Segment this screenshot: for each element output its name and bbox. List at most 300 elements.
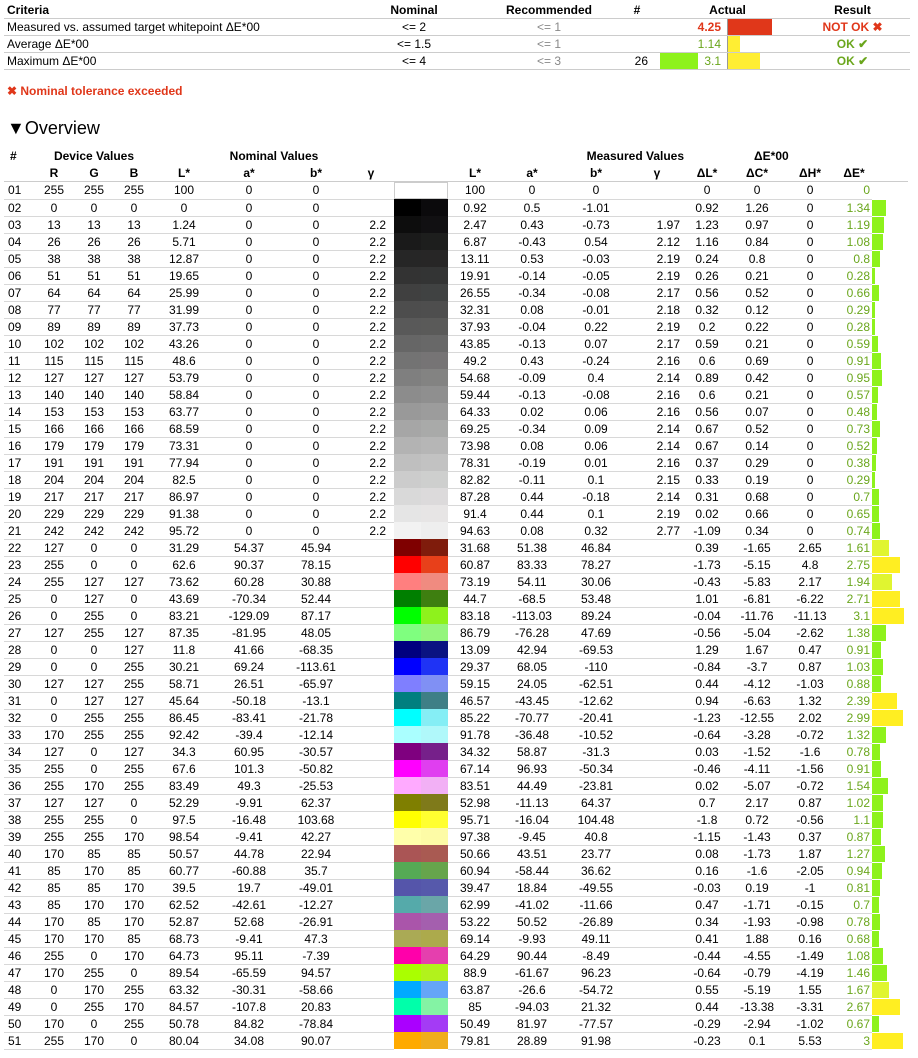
delta-e: 1.02	[836, 794, 872, 811]
overview-heading[interactable]	[7, 118, 100, 139]
delta-l: 0.39	[684, 539, 730, 556]
nominal-l: 86.45	[154, 709, 214, 726]
delta-h: 0	[784, 233, 836, 250]
patch-swatch	[394, 913, 448, 930]
nominal-gamma	[348, 947, 394, 964]
nominal-l: 87.35	[154, 624, 214, 641]
nominal-a: -83.41	[214, 709, 284, 726]
patch-row	[4, 369, 908, 386]
patch-row	[4, 590, 908, 607]
device-r: 170	[34, 964, 74, 981]
delta-e: 2.71	[836, 590, 872, 607]
delta-l: -1.15	[684, 828, 730, 845]
measured-a: -11.13	[502, 794, 562, 811]
nominal-l: 37.73	[154, 318, 214, 335]
measured-b: 30.06	[562, 573, 630, 590]
nominal-b: -12.27	[284, 896, 348, 913]
nominal-gamma: 2.2	[348, 250, 394, 267]
measured-l: 62.99	[448, 896, 502, 913]
sub-header-measured-b: b*	[562, 164, 630, 182]
nominal-gamma: 2.2	[348, 267, 394, 284]
delta-l: -1.8	[684, 811, 730, 828]
sub-header-swatch	[394, 164, 448, 182]
nominal-b: 0	[284, 386, 348, 403]
nominal-b: 94.57	[284, 964, 348, 981]
device-r: 127	[34, 539, 74, 556]
measured-color-swatch	[421, 930, 448, 947]
device-b: 77	[114, 301, 154, 318]
delta-h: 0	[784, 199, 836, 216]
patch-swatch	[394, 709, 448, 726]
nominal-a: 0	[214, 318, 284, 335]
nominal-gamma	[348, 1015, 394, 1032]
delta-e: 0.78	[836, 913, 872, 930]
nominal-l: 12.87	[154, 250, 214, 267]
col-header-nominal-values: Nominal Values	[229, 148, 319, 163]
delta-e-bar	[872, 591, 900, 607]
patch-number: 13	[4, 386, 34, 403]
delta-h: 0	[784, 301, 836, 318]
patch-number: 19	[4, 488, 34, 505]
device-b: 204	[114, 471, 154, 488]
nominal-l: 82.5	[154, 471, 214, 488]
criteria-header-criteria: Criteria	[4, 2, 344, 19]
criteria-name: Measured vs. assumed target whitepoint ΔE*00	[4, 19, 344, 36]
device-b: 38	[114, 250, 154, 267]
delta-c: -3.7	[730, 658, 784, 675]
measured-l: 2.47	[448, 216, 502, 233]
collapse-triangle-icon[interactable]: ▼	[7, 118, 25, 138]
delta-h: 2.65	[784, 539, 836, 556]
nominal-l: 86.97	[154, 488, 214, 505]
measured-a: 28.89	[502, 1032, 562, 1049]
device-g: 170	[74, 777, 114, 794]
delta-c: 0.21	[730, 335, 784, 352]
measured-a: -0.11	[502, 471, 562, 488]
device-g: 255	[74, 726, 114, 743]
measured-color-swatch	[421, 998, 448, 1015]
measured-b: -20.41	[562, 709, 630, 726]
delta-h: 0	[784, 182, 836, 200]
measured-a: -0.09	[502, 369, 562, 386]
device-r: 26	[34, 233, 74, 250]
device-r: 255	[34, 828, 74, 845]
sub-header-delta-e: ΔE*	[836, 164, 872, 182]
nominal-color-swatch	[394, 624, 421, 641]
nominal-gamma: 2.2	[348, 522, 394, 539]
patch-row	[4, 233, 908, 250]
delta-e-bar-cell	[872, 573, 908, 590]
delta-e-bar-cell	[872, 641, 908, 658]
measured-l: 31.68	[448, 539, 502, 556]
nominal-color-swatch	[394, 777, 421, 794]
nominal-b: 0	[284, 301, 348, 318]
patch-swatch	[394, 947, 448, 964]
delta-e-bar	[872, 982, 889, 998]
measured-l: 73.98	[448, 437, 502, 454]
patch-number: 26	[4, 607, 34, 624]
device-r: 0	[34, 199, 74, 216]
measured-a: 44.49	[502, 777, 562, 794]
measured-b: -77.57	[562, 1015, 630, 1032]
nominal-color-swatch	[394, 675, 421, 692]
measured-color-swatch	[421, 233, 448, 250]
measured-gamma: 1.97	[630, 216, 684, 233]
device-g: 85	[74, 845, 114, 862]
delta-l: 0.67	[684, 437, 730, 454]
patch-row	[4, 811, 908, 828]
delta-c: -6.63	[730, 692, 784, 709]
measured-gamma: 2.14	[630, 420, 684, 437]
delta-e-bar-cell	[872, 250, 908, 267]
measured-gamma: 2.19	[630, 318, 684, 335]
patch-number: 44	[4, 913, 34, 930]
measured-l: 26.55	[448, 284, 502, 301]
nominal-l: 52.29	[154, 794, 214, 811]
device-r: 127	[34, 794, 74, 811]
delta-e-bar	[872, 506, 879, 522]
nominal-color-swatch	[394, 981, 421, 998]
measured-a: -70.77	[502, 709, 562, 726]
nominal-b: 78.15	[284, 556, 348, 573]
device-r: 255	[34, 556, 74, 573]
patch-row	[4, 420, 908, 437]
nominal-gamma: 2.2	[348, 471, 394, 488]
patch-swatch	[394, 335, 448, 352]
patch-row	[4, 607, 908, 624]
device-r: 255	[34, 182, 74, 200]
criteria-recommended: <= 1	[484, 36, 614, 53]
nominal-a: -42.61	[214, 896, 284, 913]
device-b: 166	[114, 420, 154, 437]
measured-gamma: 2.14	[630, 488, 684, 505]
nominal-b: -78.84	[284, 1015, 348, 1032]
delta-h: 0	[784, 352, 836, 369]
device-b: 255	[114, 760, 154, 777]
nominal-color-swatch	[394, 828, 421, 845]
device-g: 217	[74, 488, 114, 505]
device-b: 127	[114, 624, 154, 641]
measured-gamma	[630, 539, 684, 556]
device-r: 0	[34, 692, 74, 709]
nominal-a: -65.59	[214, 964, 284, 981]
device-g: 170	[74, 862, 114, 879]
device-r: 255	[34, 760, 74, 777]
device-r: 51	[34, 267, 74, 284]
delta-c: -4.11	[730, 760, 784, 777]
measured-b: 0.06	[562, 403, 630, 420]
measured-gamma	[630, 658, 684, 675]
nominal-l: 5.71	[154, 233, 214, 250]
measured-color-swatch	[421, 1015, 448, 1032]
nominal-l: 68.73	[154, 930, 214, 947]
device-b: 170	[114, 828, 154, 845]
device-g: 0	[74, 658, 114, 675]
nominal-b: 0	[284, 420, 348, 437]
patch-row	[4, 403, 908, 420]
nominal-l: 92.42	[154, 726, 214, 743]
delta-e: 2.67	[836, 998, 872, 1015]
delta-e-bar-cell	[872, 556, 908, 573]
delta-e-bar	[872, 353, 881, 369]
measured-l: 85	[448, 998, 502, 1015]
criteria-header-result: Result	[795, 2, 910, 19]
nominal-l: 0	[154, 199, 214, 216]
delta-e: 0.91	[836, 760, 872, 777]
measured-gamma: 2.17	[630, 335, 684, 352]
nominal-gamma	[348, 182, 394, 200]
measured-a: -16.04	[502, 811, 562, 828]
criteria-bar-cell	[725, 19, 795, 36]
delta-e-bar-cell	[872, 590, 908, 607]
criteria-table	[4, 2, 910, 70]
delta-e: 0.38	[836, 454, 872, 471]
delta-h: 0.37	[784, 828, 836, 845]
delta-e-bar-cell	[872, 437, 908, 454]
measured-l: 52.98	[448, 794, 502, 811]
nominal-color-swatch	[394, 352, 421, 369]
patch-swatch	[394, 930, 448, 947]
nominal-a: 84.82	[214, 1015, 284, 1032]
measured-l: 50.49	[448, 1015, 502, 1032]
delta-h: -0.72	[784, 726, 836, 743]
patch-row	[4, 573, 908, 590]
nominal-l: 52.87	[154, 913, 214, 930]
nominal-a: 0	[214, 403, 284, 420]
delta-e: 0.81	[836, 879, 872, 896]
delta-e: 1.08	[836, 233, 872, 250]
measured-color-swatch	[421, 505, 448, 522]
device-b: 255	[114, 709, 154, 726]
criteria-header-actual: Actual	[660, 2, 795, 19]
device-b: 0	[114, 199, 154, 216]
patch-row	[4, 301, 908, 318]
measured-l: 54.68	[448, 369, 502, 386]
patch-number: 21	[4, 522, 34, 539]
delta-l: 0.33	[684, 471, 730, 488]
measured-b: 0.32	[562, 522, 630, 539]
measured-l: 39.47	[448, 879, 502, 896]
patch-row	[4, 539, 908, 556]
patch-number: 11	[4, 352, 34, 369]
measured-b: 0.01	[562, 454, 630, 471]
measured-color-swatch	[421, 522, 448, 539]
patch-row	[4, 352, 908, 369]
patch-row	[4, 488, 908, 505]
measured-l: 37.93	[448, 318, 502, 335]
delta-e-bar-cell	[872, 998, 908, 1015]
nominal-a: 60.28	[214, 573, 284, 590]
nominal-b: 103.68	[284, 811, 348, 828]
measured-l: 43.85	[448, 335, 502, 352]
measured-a: 24.05	[502, 675, 562, 692]
delta-c: -3.28	[730, 726, 784, 743]
measured-a: 50.52	[502, 913, 562, 930]
patch-swatch	[394, 437, 448, 454]
nominal-color-swatch	[394, 216, 421, 233]
patch-row	[4, 862, 908, 879]
delta-e-bar-cell	[872, 301, 908, 318]
measured-a: 0.53	[502, 250, 562, 267]
nominal-b: 0	[284, 318, 348, 335]
device-b: 0	[114, 811, 154, 828]
device-r: 127	[34, 743, 74, 760]
delta-c: -5.07	[730, 777, 784, 794]
measured-gamma	[630, 743, 684, 760]
nominal-b: -13.1	[284, 692, 348, 709]
patch-number: 50	[4, 1015, 34, 1032]
delta-h: -1.02	[784, 1015, 836, 1032]
delta-l: 0.08	[684, 845, 730, 862]
device-g: 89	[74, 318, 114, 335]
nominal-a: 0	[214, 505, 284, 522]
nominal-gamma	[348, 862, 394, 879]
nominal-l: 50.78	[154, 1015, 214, 1032]
patch-swatch	[394, 641, 448, 658]
delta-l: 0.92	[684, 199, 730, 216]
measured-a: -0.04	[502, 318, 562, 335]
sub-header-measured-l: L*	[448, 164, 502, 182]
device-r: 64	[34, 284, 74, 301]
nominal-a: 0	[214, 437, 284, 454]
patch-swatch	[394, 590, 448, 607]
delta-h: -2.62	[784, 624, 836, 641]
measured-b: -11.66	[562, 896, 630, 913]
delta-e-bar-cell	[872, 709, 908, 726]
delta-c: 0.69	[730, 352, 784, 369]
device-r: 115	[34, 352, 74, 369]
nominal-a: 0	[214, 267, 284, 284]
delta-h: 0	[784, 216, 836, 233]
nominal-l: 68.59	[154, 420, 214, 437]
delta-e-bar-cell	[872, 1015, 908, 1032]
nominal-color-swatch	[394, 658, 421, 675]
delta-l: 0.56	[684, 403, 730, 420]
nominal-b: 35.7	[284, 862, 348, 879]
nominal-a: 0	[214, 335, 284, 352]
delta-h: -1.03	[784, 675, 836, 692]
measured-color-swatch	[421, 777, 448, 794]
measured-l: 73.19	[448, 573, 502, 590]
criteria-name: Average ΔE*00	[4, 36, 344, 53]
delta-e: 1.46	[836, 964, 872, 981]
measured-l: 87.28	[448, 488, 502, 505]
device-r: 0	[34, 998, 74, 1015]
device-g: 102	[74, 335, 114, 352]
measured-b: 78.27	[562, 556, 630, 573]
measured-color-swatch	[421, 369, 448, 386]
device-g: 204	[74, 471, 114, 488]
nominal-l: 83.21	[154, 607, 214, 624]
delta-e-bar-cell	[872, 692, 908, 709]
measured-color-swatch	[421, 488, 448, 505]
patch-number: 45	[4, 930, 34, 947]
delta-l: 0.41	[684, 930, 730, 947]
delta-e-bar	[872, 557, 900, 573]
col-header-delta-e: ΔE*00	[754, 148, 789, 163]
device-r: 255	[34, 1032, 74, 1049]
nominal-color-swatch	[394, 454, 421, 471]
measured-gamma	[630, 607, 684, 624]
patch-row	[4, 437, 908, 454]
device-g: 255	[74, 811, 114, 828]
nominal-l: 95.72	[154, 522, 214, 539]
delta-e: 0.48	[836, 403, 872, 420]
measured-color-swatch	[421, 675, 448, 692]
criteria-result: NOT OK ✖	[795, 19, 910, 36]
nominal-b: 0	[284, 335, 348, 352]
delta-e-bar-cell	[872, 743, 908, 760]
nominal-l: 45.64	[154, 692, 214, 709]
device-b: 140	[114, 386, 154, 403]
measured-color-swatch	[421, 437, 448, 454]
measured-b: 64.37	[562, 794, 630, 811]
measured-color-swatch	[421, 607, 448, 624]
measured-color-swatch	[421, 199, 448, 216]
nominal-l: 58.71	[154, 675, 214, 692]
nominal-b: 0	[284, 369, 348, 386]
delta-l: 0.44	[684, 998, 730, 1015]
delta-e-bar-cell	[872, 1032, 908, 1049]
nominal-a: 52.68	[214, 913, 284, 930]
criteria-result: OK ✔	[795, 53, 910, 70]
delta-l: 0.16	[684, 862, 730, 879]
nominal-l: 25.99	[154, 284, 214, 301]
measured-b: -0.24	[562, 352, 630, 369]
sub-header-delta-c: ΔC*	[730, 164, 784, 182]
delta-e-bar	[872, 846, 885, 862]
patch-number: 07	[4, 284, 34, 301]
delta-c: 1.67	[730, 641, 784, 658]
device-r: 255	[34, 777, 74, 794]
delta-e: 0.78	[836, 743, 872, 760]
nominal-b: 87.17	[284, 607, 348, 624]
nominal-a: 0	[214, 488, 284, 505]
nominal-gamma	[348, 828, 394, 845]
nominal-b: 0	[284, 250, 348, 267]
delta-h: 0	[784, 318, 836, 335]
criteria-actual-value: 1.14	[697, 37, 721, 51]
measured-b: -0.08	[562, 386, 630, 403]
device-b: 127	[114, 692, 154, 709]
measured-b: 46.84	[562, 539, 630, 556]
delta-e-bar	[872, 489, 879, 505]
device-b: 0	[114, 590, 154, 607]
delta-e-bar	[872, 438, 877, 454]
measured-a: -41.02	[502, 896, 562, 913]
nominal-gamma: 2.2	[348, 352, 394, 369]
nominal-b: 48.05	[284, 624, 348, 641]
delta-e-bar	[872, 608, 904, 624]
measured-l: 46.57	[448, 692, 502, 709]
delta-c: 0.07	[730, 403, 784, 420]
nominal-b: -49.01	[284, 879, 348, 896]
nominal-a: -50.18	[214, 692, 284, 709]
delta-l: 1.29	[684, 641, 730, 658]
measured-gamma	[630, 811, 684, 828]
nominal-gamma	[348, 981, 394, 998]
measured-color-swatch	[421, 301, 448, 318]
device-b: 115	[114, 352, 154, 369]
delta-c: 0.42	[730, 369, 784, 386]
measured-b: 21.32	[562, 998, 630, 1015]
nominal-l: 31.99	[154, 301, 214, 318]
device-g: 0	[74, 556, 114, 573]
delta-e: 1.61	[836, 539, 872, 556]
delta-e-bar-cell	[872, 420, 908, 437]
patch-row	[4, 692, 908, 709]
device-r: 127	[34, 675, 74, 692]
